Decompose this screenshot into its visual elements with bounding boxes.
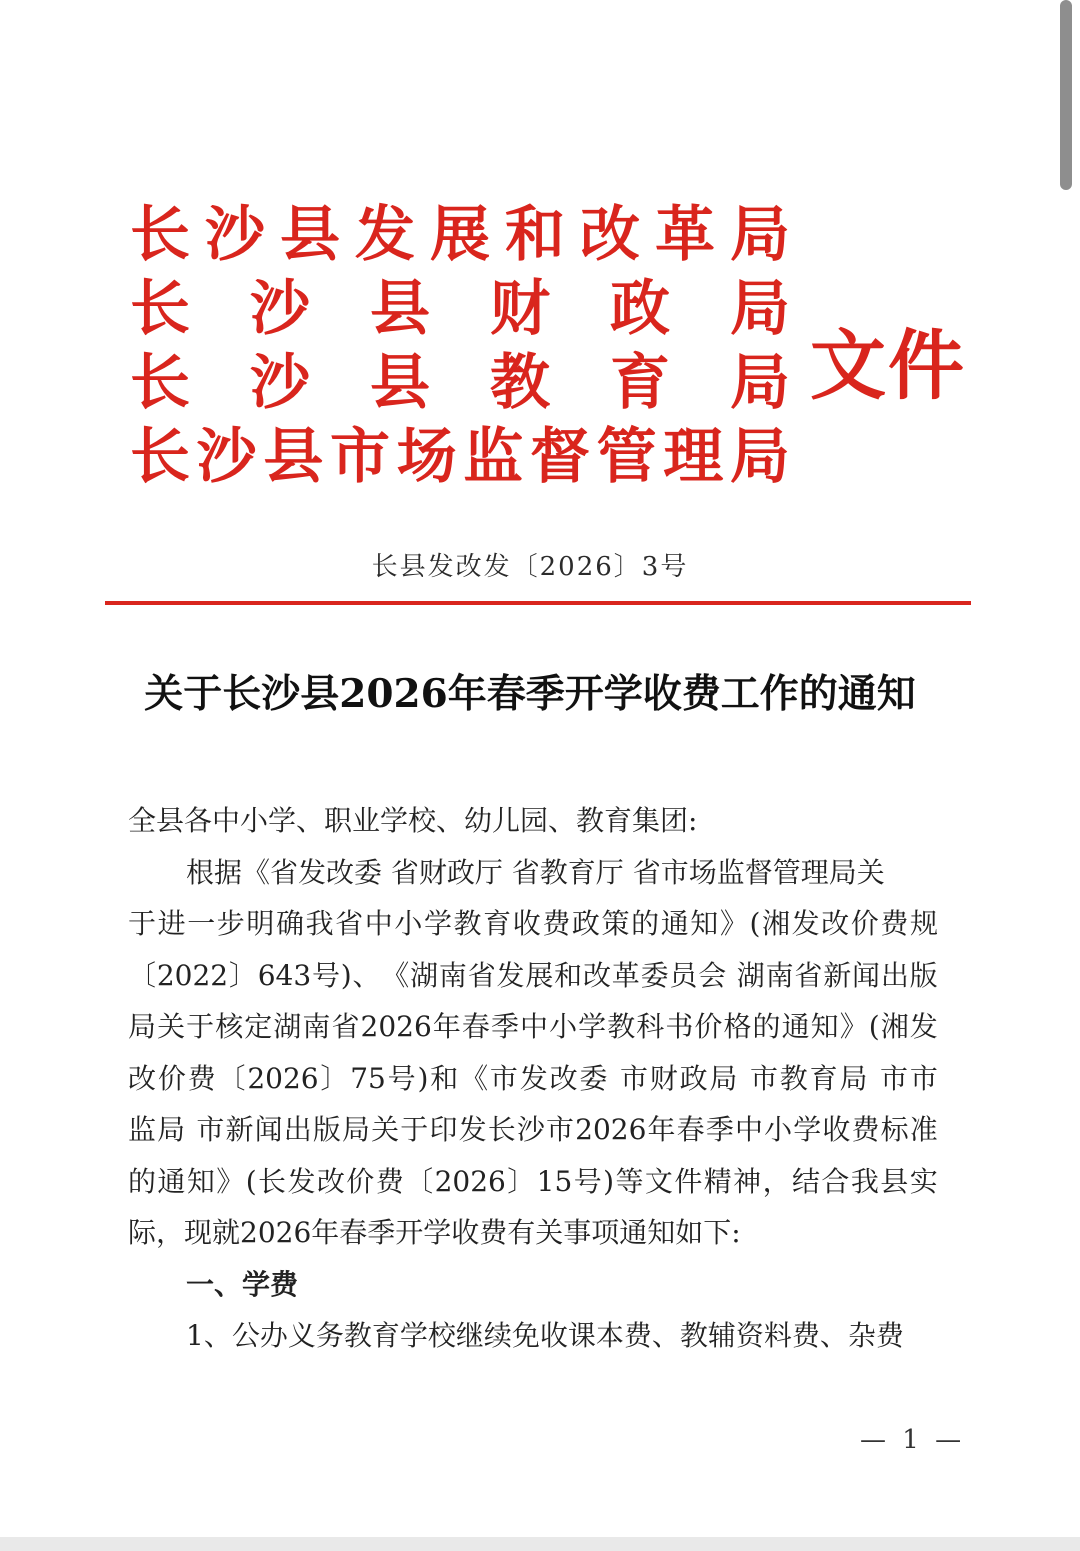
page-number: — 1 — [860,1425,966,1455]
document-body [128,795,938,1362]
paragraph-line [128,1001,938,1053]
line-char: 发 [909,1010,938,1043]
issuer-char: 长 [130,274,190,344]
line-char: 县 [880,1164,909,1198]
line-char: 发 [519,1061,548,1095]
line-char: 学 [793,1113,822,1146]
line-char: 年 [432,1010,461,1043]
line-char: 改 [316,1164,345,1198]
issuer-line [130,346,790,420]
issuer-char: 沙 [196,422,257,492]
line-char: 和 [554,958,583,992]
line-char: 发 [287,1164,316,1198]
line-char: 《 [460,1061,489,1095]
line-char: 小 [549,1010,578,1043]
line-char: 策 [601,907,630,940]
line-char: 费 [542,907,571,940]
line-char: 改 [549,1061,578,1095]
line-char: 发 [496,958,525,992]
line-char: 市 [489,1061,518,1095]
line-char: 〔 [217,1061,246,1095]
line-char: 省 [467,958,496,992]
line-char: ( [749,907,761,940]
line-char: 号 [573,1164,602,1198]
line-char: 南 [438,958,467,992]
line-char: 出 [283,1113,312,1146]
line-char: 知 [690,907,719,940]
line-char: 出 [880,958,909,992]
line-char: 教 [779,1061,808,1095]
line-char: 2026 [247,1061,319,1095]
paragraph-line [128,950,938,1002]
line-char [727,950,736,1002]
line-char: 南 [302,1010,331,1043]
line-char: 湖 [736,958,765,992]
line-char: 湘 [880,1010,909,1043]
scrollbar[interactable] [1060,0,1072,190]
line-char: 展 [525,958,554,992]
issuer-char: 市 [329,422,390,492]
issuer-char: 发 [355,200,415,270]
issuer-char: 场 [396,422,457,492]
issuer-char: 展 [430,200,490,270]
issuer-char: 改 [580,200,640,270]
issuer-char: 长 [130,422,190,492]
line-char: 格 [723,1010,752,1043]
document-number: 长县发改发〔2026〕3号 [371,552,689,582]
line-char: 75 [350,1061,386,1095]
red-divider [105,601,971,605]
line-char: 局 [157,1113,186,1146]
issuer-header [130,198,790,494]
line-char: 市 [749,1061,778,1095]
line-char: 育 [809,1061,838,1095]
line-char: 知 [186,1164,215,1198]
line-char: 》 [216,1164,245,1198]
issuer-char: 局 [729,422,790,492]
issuer-char: 沙 [250,274,310,344]
line-char: 〔 [405,1164,434,1198]
issuer-char: 局 [730,200,790,270]
line-char: 核 [215,1010,244,1043]
line-char: 版 [312,1113,341,1146]
line-char: 局 [709,1061,738,1095]
line-char: 局 [128,1010,157,1043]
line-char: 省 [331,1010,360,1043]
line-char: 的 [631,907,660,940]
paragraph-line [128,898,938,950]
line-char: 局 [342,1113,371,1146]
line-char: 中 [364,907,393,940]
line-char: 学 [423,907,452,940]
line-char: 通 [157,1164,186,1198]
line-char: 通 [781,1010,810,1043]
line-char: 小 [394,907,423,940]
issuer-char: 长 [130,348,190,418]
salutation: 全县各中小学、职业学校、幼儿园、教育集团: [128,804,698,837]
paragraph-line: 根据《省发改委 省财政厅 省教育厅 省市场监督管理局关 [186,855,885,889]
line-char: 2022 [156,958,229,992]
line-char: 2026 [575,1113,647,1146]
issuer-char: 局 [730,348,790,418]
line-char: 神 [733,1164,762,1198]
line-char: 委 [640,958,669,992]
line-char: 小 [764,1113,793,1146]
document-title: 关于长沙县2026年春季开学收费工作的通知 [144,671,916,717]
line-char: 明 [246,907,275,940]
line-char: 15 [536,1164,573,1198]
line-char: 发 [458,1113,487,1146]
line-char: ( [868,1010,880,1043]
line-char: 市 [880,1061,909,1095]
line-char: 通 [660,907,689,940]
line-char: 印 [429,1113,458,1146]
line-char: 湘 [761,907,790,940]
line-char: 员 [669,958,698,992]
line-char: 〔 [128,958,157,992]
paragraph-line [128,1156,938,1208]
line-char: ) [417,1061,429,1095]
list-item: 1、公办义务教育学校继续免收课本费、教辅资料费、杂费 [186,1319,904,1352]
line-char: 文 [644,1164,673,1198]
line-char: 和 [430,1061,459,1095]
line-char: 〕 [320,1061,349,1095]
issuer-char: 沙 [205,200,265,270]
line-char: 实 [909,1164,938,1198]
issuer-char: 政 [610,274,670,344]
issuer-char: 育 [610,348,670,418]
line-char: 闻 [852,958,881,992]
line-char: 的 [128,1164,157,1198]
line-char: 局 [839,1061,868,1095]
line-char: 费 [187,1061,216,1095]
line-char: 》 [839,1010,868,1043]
line-char: 版 [909,958,938,992]
line-char: 价 [157,1061,186,1095]
line-char: 《 [381,958,410,992]
line-char: 政 [571,907,600,940]
line-char: 件 [674,1164,703,1198]
issuer-char: 县 [370,348,430,418]
line-char: ) [603,1164,615,1198]
line-char: 会 [698,958,727,992]
line-char: 收 [512,907,541,940]
line-char: 改 [582,958,611,992]
line-char: 教 [607,1010,636,1043]
line-char: 我 [305,907,334,940]
line-char: 定 [244,1010,273,1043]
line-char: 湖 [410,958,439,992]
issuer-char: 督 [529,422,590,492]
line-char: 教 [453,907,482,940]
line-char: 费 [851,1113,880,1146]
line-char: 确 [275,907,304,940]
line-char: 市 [196,1113,225,1146]
line-char: 育 [483,907,512,940]
line-char: 关 [157,1010,186,1043]
line-char: 春 [461,1010,490,1043]
line-char: 结 [792,1164,821,1198]
issuer-line [130,420,790,494]
line-char: 于 [128,907,157,940]
line-char: 省 [335,907,364,940]
line-char: 费 [375,1164,404,1198]
line-char: 》 [719,907,748,940]
issuer-char: 革 [655,200,715,270]
line-char: 643 [257,958,312,992]
line-char: 收 [822,1113,851,1146]
line-char: 2026 [434,1164,506,1198]
document-type-label: 文件 [810,321,966,410]
line-char: 春 [676,1113,705,1146]
line-char: 长 [258,1164,287,1198]
line-char: 中 [520,1010,549,1043]
issuer-line [130,198,790,272]
line-char: ) [340,958,352,992]
line-char: 价 [346,1164,375,1198]
line-char: 合 [821,1164,850,1198]
issuer-char: 理 [663,422,724,492]
line-char: 我 [850,1164,879,1198]
line-char [739,1053,748,1105]
line-char [186,1104,195,1156]
line-char: 新 [823,958,852,992]
issuer-line [130,272,790,346]
line-char: ， [762,1164,791,1198]
issuer-char: 监 [463,422,524,492]
line-char [869,1053,878,1105]
line-char: 号 [387,1061,416,1095]
issuer-char: 局 [730,274,790,344]
line-char: 、 [352,958,381,992]
line-char: 费 [880,907,909,940]
line-char: 关 [371,1113,400,1146]
line-char: ( [245,1164,257,1198]
line-char: 标 [880,1113,909,1146]
line-char: 南 [765,958,794,992]
line-char: 等 [615,1164,644,1198]
issuer-char: 财 [490,274,550,344]
line-char: 发 [791,907,820,940]
line-char: 〕 [507,1164,536,1198]
line-char: 准 [909,1113,938,1146]
line-char: 书 [665,1010,694,1043]
line-char: 湖 [273,1010,302,1043]
paragraph-line [128,1104,938,1156]
line-char: 2026 [360,1010,432,1043]
line-char: 的 [752,1010,781,1043]
line-char: 季 [705,1113,734,1146]
line-char: 知 [810,1010,839,1043]
line-char: 季 [490,1010,519,1043]
paragraph-line [128,1053,938,1105]
section-heading: 一、学费 [186,1267,299,1301]
line-char: 价 [694,1010,723,1043]
line-char: 中 [734,1113,763,1146]
issuer-char: 和 [505,200,565,270]
bottom-bar [0,1537,1080,1551]
line-char: 〕 [228,958,257,992]
issuer-char: 长 [130,200,190,270]
line-char: 财 [649,1061,678,1095]
line-char: 省 [794,958,823,992]
line-char: 号 [311,958,340,992]
line-char: 于 [400,1113,429,1146]
line-char: 年 [647,1113,676,1146]
line-char: 委 [579,1061,608,1095]
issuer-char: 教 [490,348,550,418]
line-char [609,1053,618,1105]
line-char: 新 [225,1113,254,1146]
line-char: 学 [578,1010,607,1043]
line-char: 闻 [254,1113,283,1146]
line-char: 长 [487,1113,516,1146]
issuer-char: 管 [596,422,657,492]
line-char: 精 [703,1164,732,1198]
line-char: 改 [821,907,850,940]
line-char: 价 [850,907,879,940]
issuer-char: 县 [280,200,340,270]
issuer-char: 县 [263,422,324,492]
line-char: 市 [546,1113,575,1146]
paragraph-line: 际，现就2026年春季开学收费有关事项通知如下: [128,1216,741,1249]
line-char: 监 [128,1113,157,1146]
line-char: 规 [909,907,938,940]
line-char: 进 [157,907,186,940]
line-char: 于 [186,1010,215,1043]
line-char: 市 [619,1061,648,1095]
line-char: 革 [611,958,640,992]
line-char: 沙 [516,1113,545,1146]
issuer-char: 县 [370,274,430,344]
line-char: 一 [187,907,216,940]
line-char: 科 [636,1010,665,1043]
line-char: 步 [216,907,245,940]
line-char: 改 [128,1061,157,1095]
issuer-char: 沙 [250,348,310,418]
line-char: 市 [909,1061,938,1095]
line-char: 政 [679,1061,708,1095]
